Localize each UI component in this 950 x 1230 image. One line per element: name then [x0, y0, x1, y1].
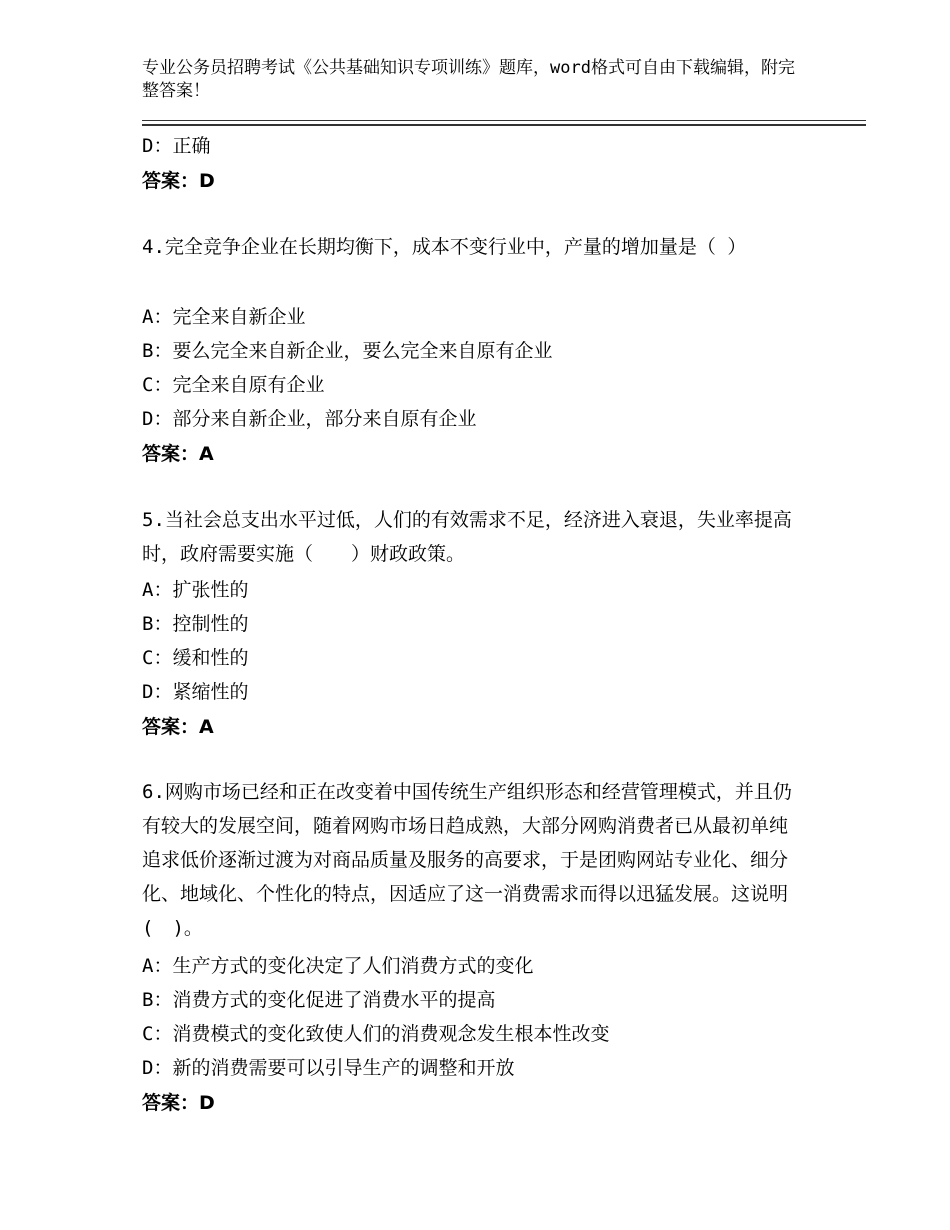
q6-option-b: B：消费方式的变化促进了消费水平的提高 [142, 989, 496, 1011]
q4-option-d: D：部分来自新企业，部分来自原有企业 [142, 408, 477, 430]
q6-option-d: D：新的消费需要可以引导生产的调整和开放 [142, 1057, 515, 1079]
document-header: 专业公务员招聘考试《公共基础知识专项训练》题库，word格式可自由下载编辑，附完整答案！ [142, 58, 795, 101]
q6-option-c: C：消费模式的变化致使人们的消费观念发生根本性改变 [142, 1023, 610, 1045]
q6-option-a: A：生产方式的变化决定了人们消费方式的变化 [142, 955, 534, 977]
q5-answer: 答案：A [142, 716, 214, 738]
q4-option-b: B：要么完全来自新企业，要么完全来自原有企业 [142, 340, 553, 362]
q5-stem: 5.当社会总支出水平过低，人们的有效需求不足，经济进入衰退，失业率提高时，政府需要实施（ ）财政政策。 [142, 509, 792, 565]
q5-option-d: D：紧缩性的 [142, 681, 249, 703]
q4-option-a: A：完全来自新企业 [142, 306, 306, 328]
header-divider-thin [142, 120, 866, 121]
q3-option-d: D：正确 [142, 135, 211, 157]
q4-answer: 答案：A [142, 443, 214, 465]
q6-stem: 6.网购市场已经和正在改变着中国传统生产组织形态和经营管理模式，并且仍有较大的发展空间，随着网购市场日趋成熟，大部分网购消费者已从最初单纯追求低价逐渐过渡为对商品质量及服务的高要求，于是团购网站专业化、细分化、地域化、个性化的特点，因适应了这一消费需求而得以迅猛发展。这说明( )。 [142, 781, 792, 939]
q4-option-c: C：完全来自原有企业 [142, 374, 325, 396]
q3-answer: 答案：D [142, 170, 215, 192]
q4-stem: 4.完全竞争企业在长期均衡下，成本不变行业中，产量的增加量是（ ） [142, 236, 747, 258]
q5-option-c: C：缓和性的 [142, 647, 249, 669]
q5-option-b: B：控制性的 [142, 613, 249, 635]
q5-option-a: A：扩张性的 [142, 579, 249, 601]
q6-answer: 答案：D [142, 1092, 215, 1114]
header-divider-thick [142, 124, 866, 126]
